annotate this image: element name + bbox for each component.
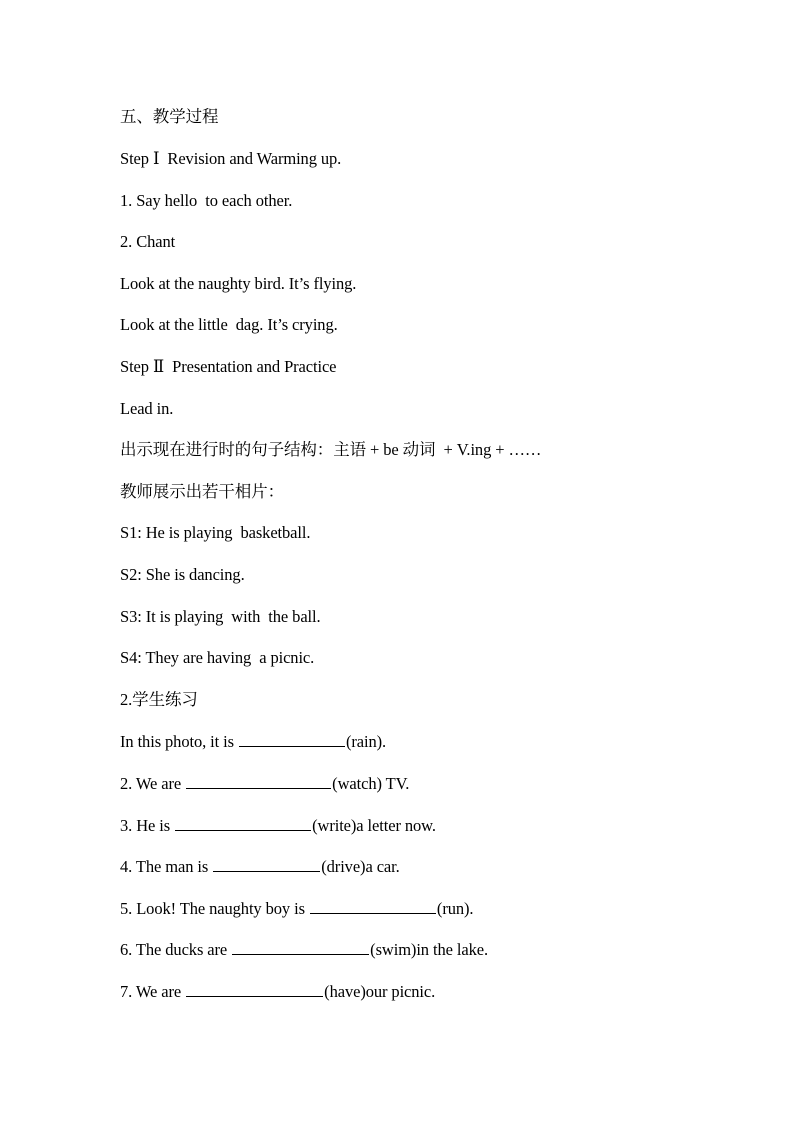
step1-item-2: 2. Chant: [120, 232, 176, 251]
sentence-s1: S1: He is playing basketball.: [120, 523, 311, 542]
exercise-4-text-after: (drive)a car.: [321, 857, 400, 876]
practice-heading: 2.学生练习: [120, 690, 198, 709]
chant-line-1: Look at the naughty bird. It’s flying.: [120, 274, 357, 293]
lead-in: Lead in.: [120, 399, 174, 418]
exercise-2: [120, 772, 409, 795]
sentence-s3: S3: It is playing with the ball.: [120, 607, 321, 626]
exercise-7-text-after: (have)our picnic.: [324, 982, 436, 1001]
exercise-1-text-after: (rain).: [346, 732, 387, 751]
exercise-3-text-after: (write)a letter now.: [312, 816, 436, 835]
exercise-4-blank[interactable]: [213, 855, 320, 872]
step1-item-1: 1. Say hello to each other.: [120, 191, 293, 210]
exercise-1-text-before: In this photo, it is: [120, 732, 238, 751]
section-heading: 五、教学过程: [120, 107, 219, 126]
exercise-5-text-after: (run).: [436, 899, 474, 918]
exercise-6-text-before: 6. The ducks are: [120, 940, 232, 959]
exercise-6-blank[interactable]: [232, 938, 369, 955]
exercise-4: [120, 855, 400, 878]
exercise-2-blank[interactable]: [186, 772, 331, 789]
exercise-2-text-after: (watch) TV.: [332, 774, 410, 793]
exercise-5: [120, 897, 473, 920]
exercise-3-text-before: 3. He is: [120, 816, 175, 835]
sentence-s2: S2: She is dancing.: [120, 565, 245, 584]
exercise-1: [120, 730, 386, 753]
structure-note: 出示现在进行时的句子结构：主语 + be 动词 + V.ing + ……: [120, 440, 542, 459]
chant-line-2: Look at the little dag. It’s crying.: [120, 315, 338, 334]
exercise-3: [120, 814, 436, 837]
exercise-6: [120, 938, 488, 961]
exercise-6-text-after: (swim)in the lake.: [370, 940, 488, 959]
sentence-s4: S4: They are having a picnic.: [120, 648, 315, 667]
exercise-7: [120, 980, 435, 1003]
exercise-1-blank[interactable]: [239, 730, 345, 747]
exercise-4-text-before: 4. The man is: [120, 857, 213, 876]
exercise-5-blank[interactable]: [310, 897, 436, 914]
step2-title: Step Ⅱ Presentation and Practice: [120, 357, 337, 376]
exercise-5-text-before: 5. Look! The naughty boy is: [120, 899, 309, 918]
exercise-7-text-before: 7. We are: [120, 982, 186, 1001]
step1-title: Step Ⅰ Revision and Warming up.: [120, 149, 342, 168]
exercise-3-blank[interactable]: [175, 814, 311, 831]
exercise-7-blank[interactable]: [186, 980, 323, 997]
photos-note: 教师展示出若干相片：: [120, 482, 285, 501]
exercise-2-text-before: 2. We are: [120, 774, 186, 793]
